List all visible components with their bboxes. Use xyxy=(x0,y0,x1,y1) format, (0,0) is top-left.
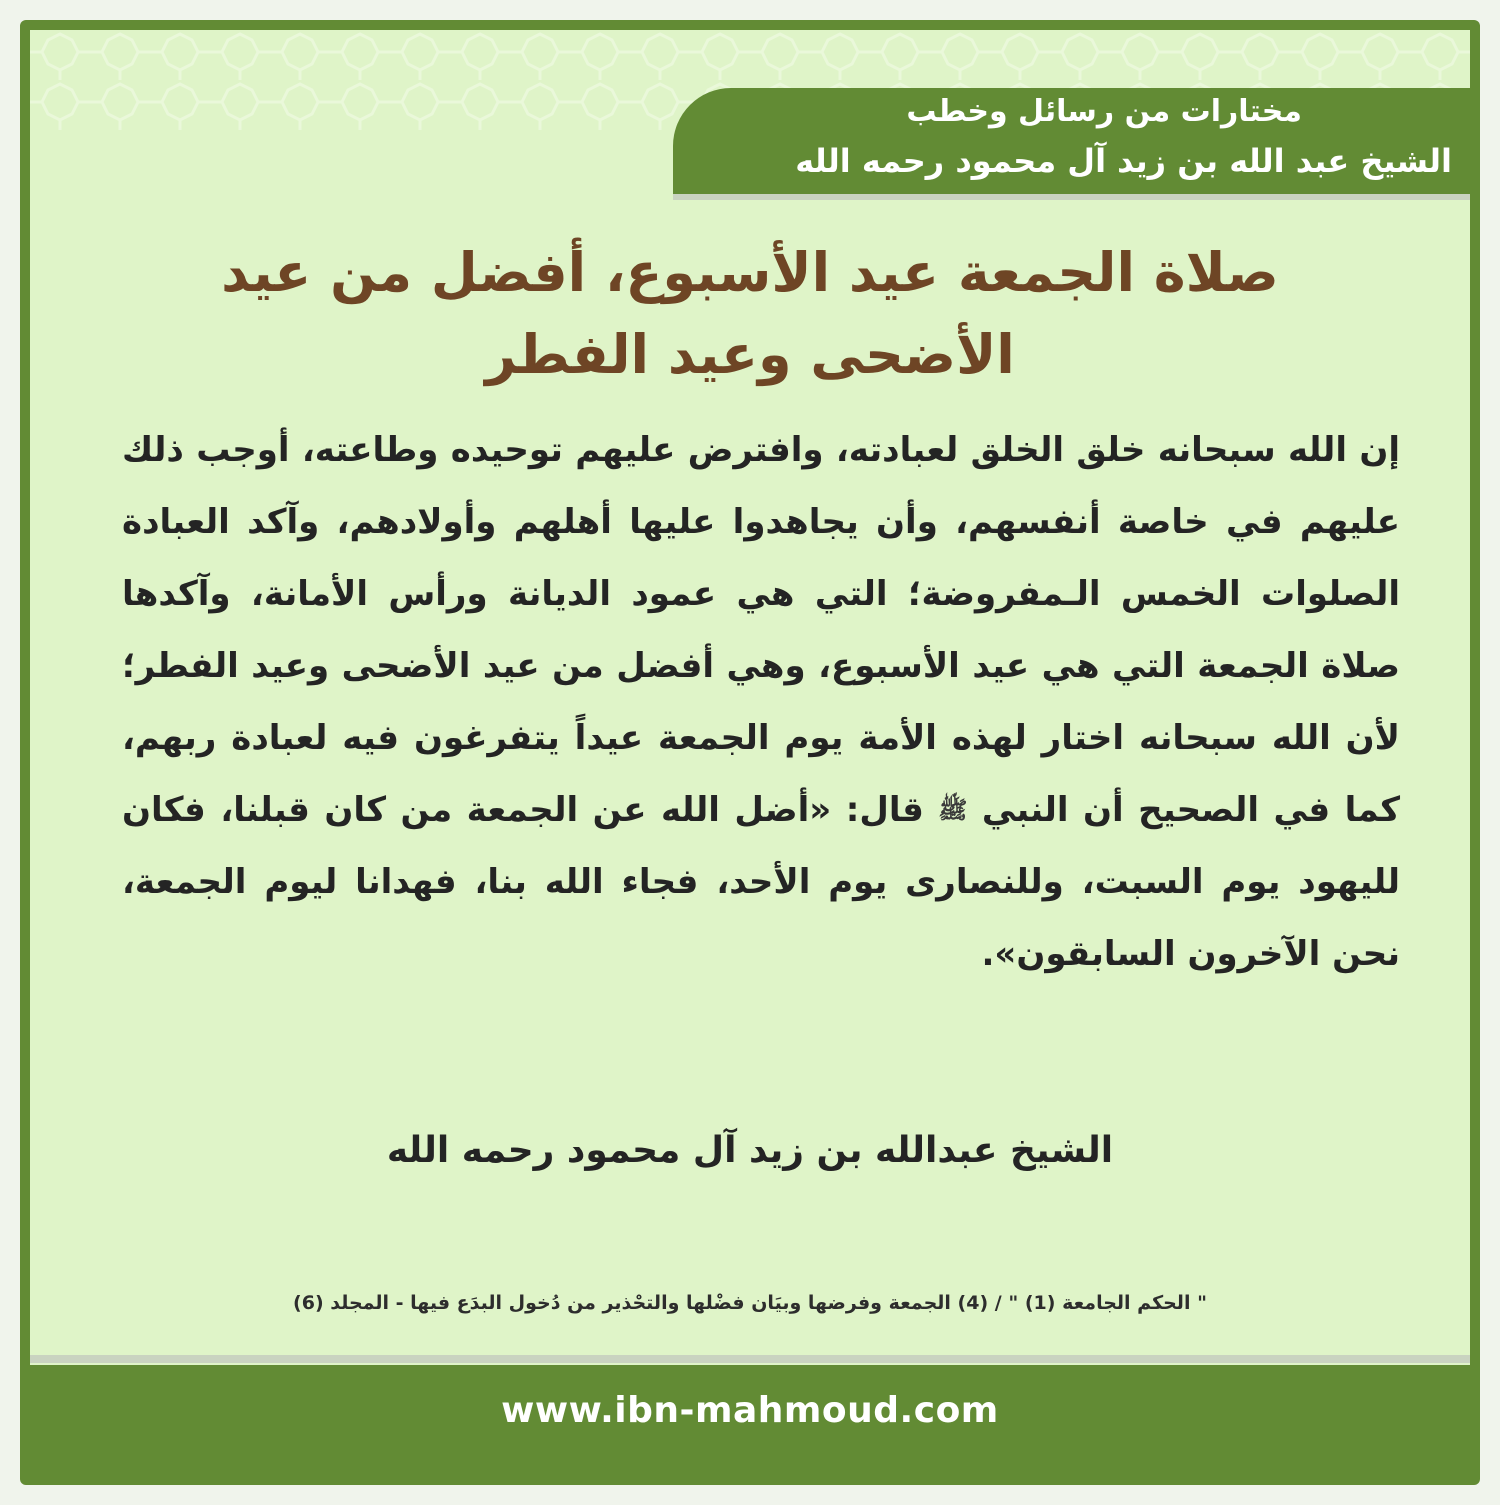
series-ribbon xyxy=(673,88,1470,194)
title-line-2: الأضحى وعيد الفطر xyxy=(485,323,1015,386)
series-title: مختارات من رسائل وخطب xyxy=(906,94,1302,129)
series-author: الشيخ عبد الله بن زيد آل محمود رحمه الله xyxy=(795,142,1452,180)
title-line-1: صلاة الجمعة عيد الأسبوع، أفضل من عيد xyxy=(221,241,1279,304)
card-frame xyxy=(20,20,1480,1485)
article-body-part-1: إن الله سبحانه خلق الخلق لعبادته، وافترض عليهم توحيده وطاعته، أوجب ذلك عليهم في خاصة أنفسهم، وأن يجاهدوا عليها أهلهم وأولادهم، وآكد العبادة الصلوات الخمس الـمفروضة؛ التي هي عمود الديانة ورأس الأمانة، وآكدها صلاة الجمعة التي هي عيد الأسبوع، وهي أفضل من عيد الأضحى وعيد الفطر؛ لأن الله سبحانه اختار لهذه الأمة يوم الجمعة عيداً يتفرغون فيه لعبادة ربهم، كما في الصحيح أن النبي xyxy=(122,430,1401,830)
source-citation: " الحكم الجامعة (1) " / (4) الجمعة وفرضها وبيَان فضْلها والتحْذير من دُخول البدَع فيها - المجلد (6) xyxy=(293,1292,1207,1314)
article-body xyxy=(122,414,1400,990)
salutation-glyph: ﷺ xyxy=(938,796,968,824)
article-body-part-2: قال: «أضل الله عن الجمعة من كان قبلنا، فكان لليهود يوم السبت، وللنصارى يوم الأحد، فجاء الله بنا، فهدانا ليوم الجمعة، نحن الآخرون السابقون». xyxy=(122,790,1400,974)
author-signature: الشيخ عبدالله بن زيد آل محمود رحمه الله xyxy=(386,1130,1114,1171)
page-title xyxy=(180,232,1320,396)
divider-strip xyxy=(30,1355,1470,1363)
content-panel xyxy=(30,30,1470,1365)
website-link[interactable]: www.ibn-mahmoud.com xyxy=(501,1390,999,1431)
